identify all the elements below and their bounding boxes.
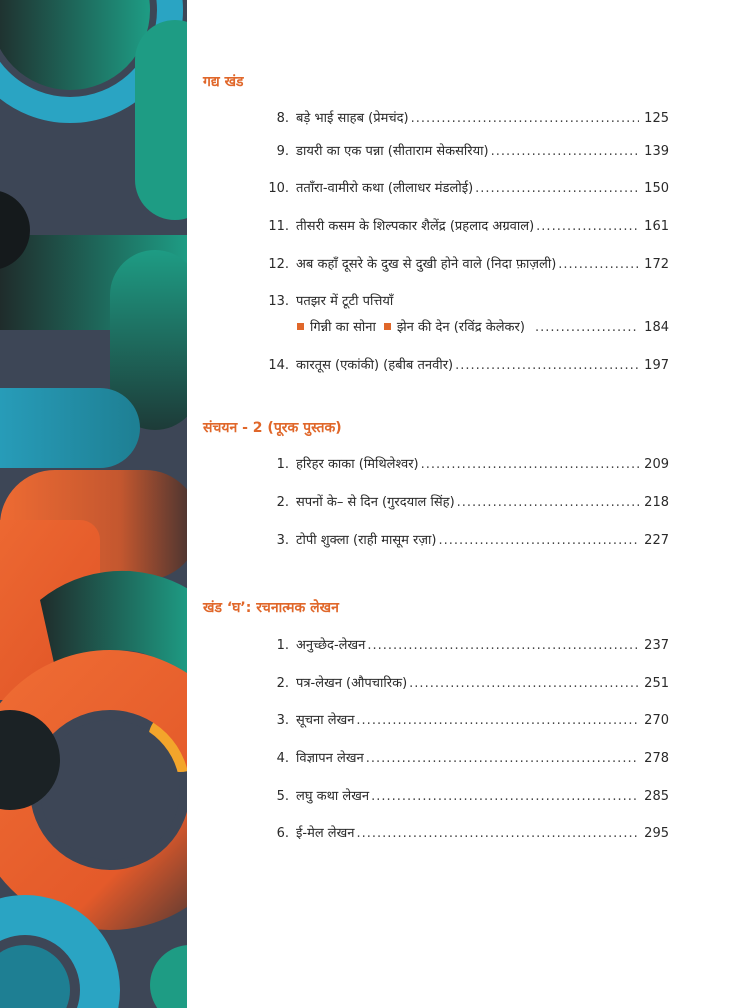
dot-leader bbox=[371, 789, 639, 804]
toc-entry[interactable] bbox=[259, 530, 669, 552]
entry-title: टोपी शुक्ला (राही मासूम रज़ा) bbox=[296, 533, 437, 548]
entry-number: 5. bbox=[276, 789, 289, 804]
dot-leader bbox=[536, 219, 639, 234]
entry-number: 11. bbox=[268, 219, 289, 234]
dot-leader bbox=[366, 751, 639, 766]
entry-number: 10. bbox=[268, 181, 289, 196]
entry-title: हरिहर काका (मिथिलेश्वर) bbox=[296, 457, 419, 472]
section-heading: गद्य खंड bbox=[203, 74, 244, 90]
sub-item-title: गिन्नी का सोना bbox=[310, 320, 376, 335]
entry-page: 285 bbox=[644, 789, 669, 804]
entry-number: 1. bbox=[276, 638, 289, 653]
toc-entry[interactable] bbox=[259, 786, 669, 808]
toc-entry[interactable] bbox=[259, 748, 669, 770]
toc-entry[interactable] bbox=[259, 254, 669, 276]
square-bullet-icon bbox=[384, 323, 391, 330]
entry-page: 125 bbox=[644, 111, 669, 126]
entry-number: 6. bbox=[276, 826, 289, 841]
toc-entry[interactable] bbox=[259, 141, 669, 163]
entry-title: सपनों के– से दिन (गुरदयाल सिंह) bbox=[296, 495, 455, 510]
entry-title: लघु कथा लेखन bbox=[296, 789, 370, 804]
entry-page: 139 bbox=[644, 144, 669, 159]
entry-page: 172 bbox=[644, 257, 669, 272]
entry-page: 278 bbox=[644, 751, 669, 766]
entry-title: कारतूस (एकांकी) (हबीब तनवीर) bbox=[296, 358, 454, 373]
entry-page: 227 bbox=[644, 533, 669, 548]
entry-title: ई-मेल लेखन bbox=[296, 826, 355, 841]
toc-entry[interactable] bbox=[259, 178, 669, 200]
entry-title: डायरी का एक पन्ना (सीताराम सेकसरिया) bbox=[296, 144, 489, 159]
toc-entry[interactable] bbox=[259, 355, 669, 377]
entry-title: सूचना लेखन bbox=[296, 713, 355, 728]
section-heading: खंड ‘घ’: रचनात्मक लेखन bbox=[203, 600, 339, 616]
entry-page: 197 bbox=[644, 358, 669, 373]
entry-number: 2. bbox=[276, 676, 289, 691]
entry-title: विज्ञापन लेखन bbox=[296, 751, 364, 766]
toc-entry[interactable] bbox=[259, 823, 669, 845]
dot-leader bbox=[475, 181, 639, 196]
entry-number: 3. bbox=[276, 533, 289, 548]
entry-page: 251 bbox=[644, 676, 669, 691]
dot-leader bbox=[455, 358, 639, 373]
toc-entry[interactable] bbox=[259, 673, 669, 695]
square-bullet-icon bbox=[297, 323, 304, 330]
abstract-shapes-illustration bbox=[0, 0, 187, 1008]
entry-number: 13. bbox=[268, 294, 289, 309]
toc-entry[interactable] bbox=[259, 216, 669, 238]
sub-item bbox=[297, 317, 376, 335]
toc-sub-entry[interactable] bbox=[297, 317, 669, 339]
entry-page: 184 bbox=[644, 320, 669, 335]
decorative-artwork bbox=[0, 0, 187, 1008]
dot-leader bbox=[491, 144, 639, 159]
entry-page: 209 bbox=[644, 457, 669, 472]
dot-leader bbox=[421, 457, 639, 472]
sub-item bbox=[384, 317, 525, 335]
entry-number: 8. bbox=[276, 111, 289, 126]
dot-leader bbox=[356, 826, 639, 841]
toc-entry[interactable] bbox=[259, 291, 669, 313]
section-heading: संचयन - 2 (पूरक पुस्तक) bbox=[203, 420, 342, 436]
dot-leader bbox=[356, 713, 639, 728]
entry-page: 218 bbox=[644, 495, 669, 510]
dot-leader bbox=[367, 638, 639, 653]
entry-page: 270 bbox=[644, 713, 669, 728]
entry-title: पत्र-लेखन (औपचारिक) bbox=[296, 676, 408, 691]
entry-number: 3. bbox=[276, 713, 289, 728]
entry-title: तीसरी कसम के शिल्पकार शैलेंद्र (प्रहलाद अग्रवाल) bbox=[296, 219, 535, 234]
dot-leader bbox=[558, 257, 639, 272]
toc-entry[interactable] bbox=[259, 710, 669, 732]
entry-page: 237 bbox=[644, 638, 669, 653]
sub-item-title: झेन की देन (रविंद्र केलेकर) bbox=[396, 320, 525, 335]
entry-title: अब कहाँ दूसरे के दुख से दुखी होने वाले (निदा फ़ाज़ली) bbox=[296, 257, 557, 272]
entry-title: पतझर में टूटी पत्तियाँ bbox=[296, 294, 394, 309]
dot-leader bbox=[438, 533, 639, 548]
entry-page: 295 bbox=[644, 826, 669, 841]
toc-entry[interactable] bbox=[259, 635, 669, 657]
entry-number: 9. bbox=[276, 144, 289, 159]
table-of-contents bbox=[187, 0, 750, 1008]
entry-title: बड़े भाई साहब (प्रेमचंद) bbox=[296, 111, 409, 126]
entry-number: 14. bbox=[268, 358, 289, 373]
entry-title: अनुच्छेद-लेखन bbox=[296, 638, 366, 653]
toc-entry[interactable] bbox=[259, 454, 669, 476]
entry-title: तताँरा-वामीरो कथा (लीलाधर मंडलोई) bbox=[296, 181, 474, 196]
entry-page: 150 bbox=[644, 181, 669, 196]
toc-entry[interactable] bbox=[259, 108, 669, 130]
entry-number: 12. bbox=[268, 257, 289, 272]
entry-page: 161 bbox=[644, 219, 669, 234]
dot-leader bbox=[411, 111, 639, 126]
entry-number: 2. bbox=[276, 495, 289, 510]
toc-entry[interactable] bbox=[259, 492, 669, 514]
dot-leader bbox=[409, 676, 639, 691]
entry-number: 1. bbox=[276, 457, 289, 472]
dot-leader bbox=[535, 320, 639, 335]
entry-number: 4. bbox=[276, 751, 289, 766]
dot-leader bbox=[457, 495, 639, 510]
